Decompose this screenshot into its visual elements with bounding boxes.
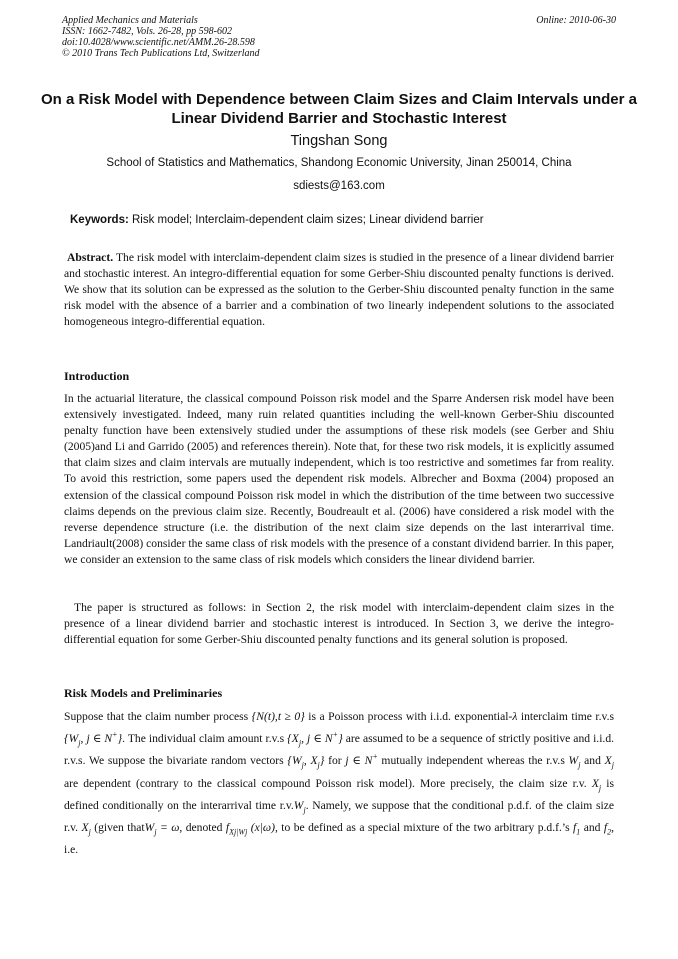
author-name: Tingshan Song — [290, 133, 388, 149]
math-sub: j — [611, 760, 614, 770]
math-part: {W — [64, 732, 79, 746]
math-x-j — [81, 821, 91, 837]
math-part: W — [144, 821, 155, 835]
math-sup: + — [372, 752, 378, 762]
section-heading-risk-models: Risk Models and Preliminaries — [64, 686, 223, 700]
online-date: Online: 2010-06-30 — [536, 15, 616, 26]
introduction-paragraph-2: The paper is structured as follows: in Section 2, the risk model with interclaim-dependent claim sizes in the presence of a linear dividend barrier and stochastic interest is introduced. In Section 3, we derive the integro-differential equation for some Gerber-Shiu discounted penalty functions and its general solution is proposed. — [64, 601, 614, 646]
text-run: and — [583, 821, 601, 835]
text-run: . The individual claim amount r.v.s — [122, 732, 285, 746]
issn: ISSN: 1662-7482, Vols. 26-28, pp 598-602 — [62, 26, 232, 37]
keywords-label: Keywords: — [70, 214, 129, 226]
math-part: , X — [303, 754, 318, 768]
math-part: X — [604, 754, 612, 768]
math-claim-process: {N(t),t ≥ 0} — [251, 710, 305, 723]
math-part: (x|ω) — [250, 821, 275, 835]
text-run: and — [584, 754, 601, 768]
text-run: , to be defined as a special mixture of the two arbitrary p.d.f.’s — [274, 821, 570, 835]
keywords-text: Risk model; Interclaim-dependent claim sizes; Linear dividend barrier — [132, 214, 484, 226]
math-sub: j — [303, 805, 306, 815]
math-sup: + — [112, 730, 118, 740]
math-x-j — [604, 754, 614, 770]
math-part: {W — [287, 754, 302, 768]
math-sub: j — [598, 782, 602, 792]
math-sub: j — [88, 827, 91, 837]
math-sub: j — [578, 760, 581, 770]
math-lambda: λ — [512, 710, 518, 723]
math-sub: j — [301, 760, 304, 770]
math-x-j — [592, 777, 601, 790]
math-part: , j ∈ N — [80, 732, 113, 746]
journal-name: Applied Mechanics and Materials — [62, 15, 198, 26]
math-part: W — [568, 754, 579, 768]
math-w-j — [293, 798, 306, 815]
math-part: f — [225, 821, 230, 835]
math-sub: j — [298, 738, 302, 748]
math-conditional-pdf — [225, 821, 275, 837]
author-affiliation: School of Statistics and Mathematics, Shandong Economic University, Jinan 250014, China — [106, 157, 572, 169]
math-part: = ω — [159, 821, 180, 835]
paper-title: On a Risk Model with Dependence between Claim Sizes and Claim Intervals under a Linear Dividend Barrier and Stochastic Interest — [41, 91, 637, 127]
math-part: W — [293, 798, 304, 812]
math-part: } — [117, 732, 123, 746]
text-run: for — [328, 754, 342, 768]
math-claim-amounts — [287, 730, 343, 748]
math-part: f — [573, 821, 577, 835]
math-part: X — [591, 776, 599, 790]
text-run: , denoted — [179, 821, 223, 835]
math-sub: j — [154, 827, 157, 837]
text-run: are assumed to be a sequence of strictly positive and i.i.d. r.v.s. We suppose the bivariate random vectors — [64, 732, 615, 768]
text-run: interclaim time r.v.s — [520, 710, 614, 723]
math-index-set — [345, 754, 377, 767]
math-sub: j — [245, 827, 248, 837]
keywords — [70, 214, 630, 226]
risk-models-paragraph — [64, 706, 614, 861]
section-heading-introduction: Introduction — [64, 369, 130, 383]
text-run: are dependent (contrary to the classical compound Poisson risk model). More precisely, the claim size r.v. — [64, 776, 587, 790]
text-run: (given that — [94, 821, 145, 835]
journal-meta — [62, 15, 616, 59]
text-run: is a Poisson process with i.i.d. exponential- — [308, 710, 513, 723]
math-sub: 1 — [576, 827, 581, 837]
math-sub: 2 — [607, 827, 612, 837]
math-part: } — [338, 732, 343, 746]
copyright: © 2010 Trans Tech Publications Ltd, Switzerland — [62, 48, 260, 59]
math-sub: X — [229, 827, 234, 837]
introduction-paragraph-1: In the actuarial literature, the classical compound Poisson risk model and the Sparre Andersen risk model have been extensively investigated. Indeed, many ruin related quantities including the well-known Gerber-Shiu discounted penalty function have been extensively studied under the assumptions of these risk models (see Gerber and Shiu (2005)and Li and Garrido (2005) and references therein). Note that, for these two risk models, it is explicitly assumed that claim sizes and claim intervals are mutually independent, which is too restrictive and sometimes far from reality. To avoid this restriction, some papers used the dependent risk models. Albrecher and Boxma (2004) proposed an extension of the classical compound Poisson risk model in which the distribution of the time between two successive claims depends on the previous claim size. Recently, Boudreault et al. (2006) have considered a risk model with the reverse dependence structure (i.e. the distribution of the next claim size depends on the last interarrival time. Landriault(2008) consider the same class of risk models with the presence of a constant dividend barrier. In this paper, we consider an extension to the same class of risk models which considers the linear dividend barrier. — [64, 392, 614, 566]
abstract-label: Abstract. — [67, 251, 114, 264]
abstract — [64, 250, 614, 330]
math-part: f — [603, 821, 608, 835]
math-part: X — [81, 821, 89, 835]
math-sup: + — [332, 730, 339, 740]
math-w-j-equals-omega — [144, 821, 180, 837]
text-run: Suppose that the claim number process — [64, 710, 249, 723]
math-w-j — [568, 754, 581, 770]
math-sub: j — [78, 738, 81, 748]
math-f1 — [573, 821, 581, 837]
math-part: } — [319, 754, 325, 768]
math-part: {X — [287, 732, 299, 746]
author-email: sdiests@163.com — [293, 180, 385, 192]
math-part: , j ∈ N — [301, 732, 333, 746]
math-interclaim-times — [64, 730, 123, 748]
math-sub: j — [317, 760, 320, 770]
math-bivariate-vectors — [287, 754, 325, 770]
math-sub: |W — [236, 827, 246, 837]
text-run: . Namely, we suppose that the conditional p.d.f. of the claim size r.v. — [64, 798, 614, 835]
text-run: is defined conditionally on the interarrival time r.v. — [64, 776, 614, 812]
text-run: , i.e. — [64, 821, 615, 857]
math-part: j ∈ N — [345, 754, 373, 768]
math-sub: j — [233, 827, 237, 837]
abstract-text: The risk model with interclaim-dependent claim sizes is studied in the presence of a linear dividend barrier and stochastic interest. An integro-differential equation for some Gerber-Shiu discounted penalty functions is derived. We show that its solution can be expressed as the solution to the Gerber-Shiu discounted penalty function in the same risk model with the absence of a barrier and a combination of two linearly independent solutions to the associated homogeneous integro-differential equation. — [64, 251, 614, 328]
doi: doi:10.4028/www.scientific.net/AMM.26-28.598 — [62, 37, 255, 48]
text-run: mutually independent whereas the r.v.s — [381, 754, 565, 768]
